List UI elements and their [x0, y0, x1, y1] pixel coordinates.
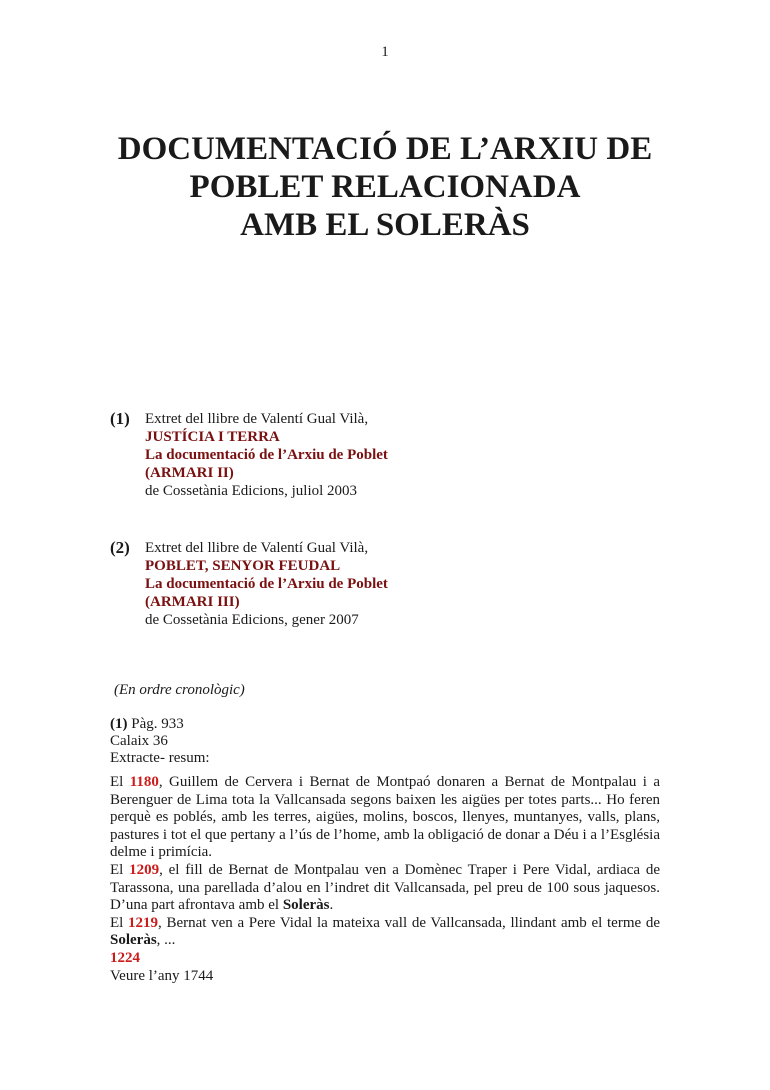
entry-year: 1219 [128, 914, 159, 931]
source-1 [110, 410, 670, 500]
reference-calaix: Calaix 36 [110, 733, 168, 749]
source-2 [110, 539, 670, 629]
source-armari: (ARMARI II) [145, 465, 234, 481]
source-publisher: de Cossetània Edicions, gener 2007 [145, 612, 359, 628]
entry-1224 [110, 950, 660, 968]
source-number: (2) [110, 538, 130, 557]
source-number: (1) [110, 409, 130, 428]
page-title [60, 130, 710, 244]
entry-year: 1209 [129, 861, 160, 878]
reference-number: (1) [110, 716, 128, 732]
source-intro: Extret del llibre de Valentí Gual Vilà, [145, 540, 369, 556]
title-line-3: AMB EL SOLERÀS [240, 207, 530, 243]
entry-1219: El 1219, Bernat ven a Pere Vidal la mateixa vall de Vallcansada, llindant amb el terme de Soleràs, ... [110, 914, 660, 949]
entry-year: 1180 [129, 774, 159, 790]
source-intro: Extret del llibre de Valentí Gual Vilà, [145, 411, 369, 427]
reference-page: Pàg. 933 [127, 716, 184, 732]
source-book-title: JUSTÍCIA I TERRA [145, 429, 280, 445]
soleras-bold: Soleràs [110, 932, 157, 949]
source-armari: (ARMARI III) [145, 594, 240, 610]
entry-1224-note: Veure l’any 1744 [110, 967, 214, 984]
title-line-2: POBLET RELACIONADA [189, 169, 581, 205]
reference-block [110, 716, 210, 767]
source-publisher: de Cossetània Edicions, juliol 2003 [145, 483, 358, 499]
page-number: 1 [381, 44, 389, 60]
entry-1209: El 1209, el fill de Bernat de Montpalau ven a Domènec Traper i Pere Vidal, ardiaca de Tarassona, una parellada d’alou en l’indret dit Vallcansada, pel preu de 100 sous jaquesos. D’una part afrontava amb el Soleràs. [110, 861, 660, 914]
entries-body [110, 774, 660, 985]
source-subtitle: La documentació de l’Arxiu de Poblet [145, 447, 388, 463]
entry-year: 1224 [110, 949, 140, 966]
source-subtitle: La documentació de l’Arxiu de Poblet [145, 576, 388, 592]
order-note: (En ordre cronològic) [114, 682, 245, 698]
soleras-bold: Soleràs [282, 897, 330, 914]
title-line-1: DOCUMENTACIÓ DE L’ARXIU DE [117, 131, 653, 167]
entry-1180: El 1180, Guillem de Cervera i Bernat de Montpaó donaren a Bernat de Montpalau i a Berenguer de Lima tota la Vallcansada segons baixen les aigües per totes parts... Ho feren perquè es poblés, amb les terres, aigües, molins, boscos, llenyes, muntanyes, valls, plans, pastures i tot el que pertany a l’ús de l’home, amb la obligació de donar a Déu i a l’Església delme i primícia. [110, 774, 660, 861]
reference-extract-label: Extracte- resum: [110, 750, 210, 766]
source-book-title: POBLET, SENYOR FEUDAL [145, 558, 341, 574]
